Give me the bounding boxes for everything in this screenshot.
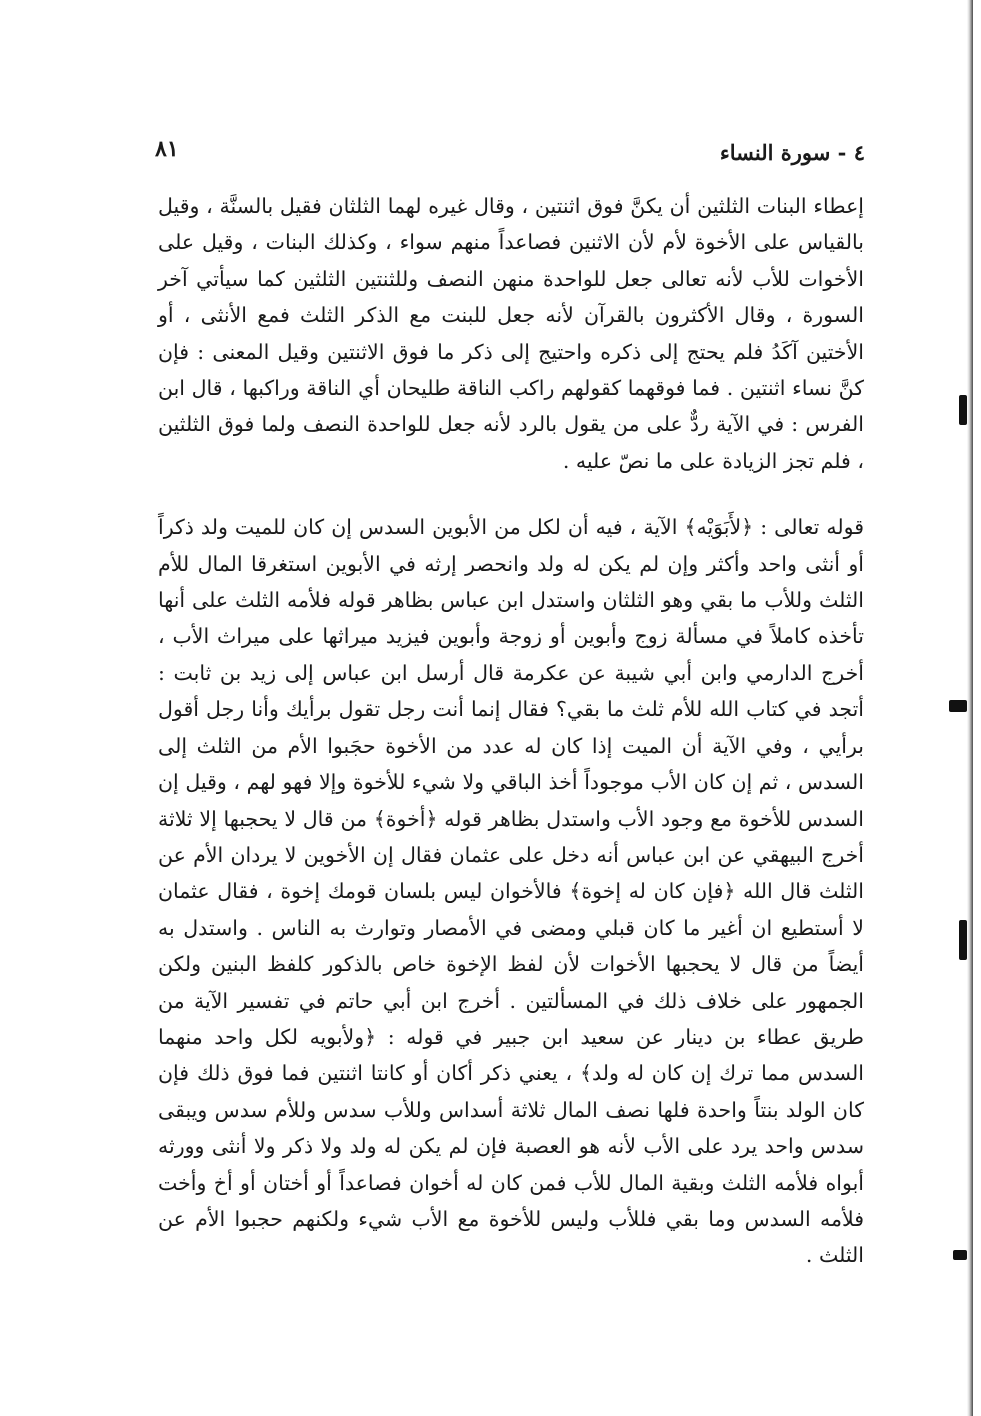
- scan-mark: [959, 920, 967, 960]
- body-text: [158, 188, 864, 1274]
- page-number: ٨١: [155, 136, 179, 162]
- page-header: [155, 136, 865, 180]
- scan-binding-edge: [967, 0, 973, 1416]
- chapter-title: ٤ - سورة النساء: [719, 140, 865, 165]
- paragraph: قوله تعالى : ﴿لأَبَوَيْه﴾ الآية ، فيه أن لكل من الأبوين السدس إن كان للميت ولد ذكراً أو أنثى واحد وأكثر وإن لم يكن له ولد وانحصر إرثه في الأبوين استغرقا المال للأم الثلث وللأب ما بقي وهو الثلثان واستدل ابن عباس بظاهر قوله فلأمه الثلث على أنها تأخذه كاملاً في مسألة زوج وأبوين أو زوجة وأبوين فيزيد ميراثها على ميراث الأب ، أخرج الدارمي وابن أبي شيبة عن عكرمة قال أرسل ابن عباس إلى زيد بن ثابت : أتجد في كتاب الله للأم ثلث ما بقي؟ فقال إنما أنت رجل تقول برأيك وأنا رجل أقول برأيي ، وفي الآية أن الميت إذا كان له عدد من الأخوة حجَبوا الأم من الثلث إلى السدس ، ثم إن كان الأب موجوداً أخذ الباقي ولا شيء للأخوة وإلا فهو لهم ، وقيل إن السدس للأخوة مع وجود الأب واستدل بظاهر قوله ﴿أخوة﴾ من قال لا يحجبها إلا ثلاثة أخرج البيهقي عن ابن عباس أنه دخل على عثمان فقال إن الأخوين لا يردان الأم عن الثلث قال الله ﴿فإن كان له إخوة﴾ فالأخوان ليس بلسان قومك إخوة ، فقال عثمان لا أستطيع ان أغير ما كان قبلي ومضى في الأمصار وتوارث به الناس . واستدل به أيضاً من قال لا يحجبها الأخوات لأن لفظ الإخوة خاص بالذكور كلفظ البنين ولكن الجمهور على خلاف ذلك في المسألتين . أخرج ابن أبي حاتم في تفسير الآية من طريق عطاء بن دينار عن سعيد ابن جبير في قوله : ﴿ولأبويه لكل واحد منهما السدس مما ترك إن كان له ولد﴾ ، يعني ذكر أكان أو كانتا اثنتين فما فوق ذلك فإن كان الولد بنتاً واحدة فلها نصف المال ثلاثة أسداس وللأب سدس وللأم سدس ويبقى سدس واحد يرد على الأب لأنه هو العصبة فإن لم يكن له ولد ولا ذكر ولا أنثى وورثه أبواه فلأمه الثلث وبقية المال للأب فمن كان له أخوان فصاعداً أو أختان أو أخ وأخت فلأمه السدس وما بقي فللأب وليس للأخوة مع الأب شيء ولكنهم حجبوا الأم عن الثلث .: [158, 515, 864, 1268]
- scan-mark: [959, 395, 967, 425]
- scan-mark: [953, 1250, 967, 1260]
- scan-mark: [949, 700, 967, 712]
- paragraph: إعطاء البنات الثلثين أن يكنَّ فوق اثنتين ، وقال غيره لهما الثلثان فقيل بالسنَّة ، وقيل بالقياس على الأخوة لأم لأن الاثنين فصاعداً منهم سواء ، وكذلك البنات ، وقيل على الأخوات للأب لأنه تعالى جعل للواحدة منهن النصف وللثنتين الثلثين كما سيأتي آخر السورة ، وقال الأكثرون بالقرآن لأنه جعل للبنت مع الذكر الثلث فمع الأنثى ، أو الأختين آكَدُ فلم يحتج إلى ذكره واحتيج إلى ذكر ما فوق الاثنتين وقيل المعنى : فإن كنَّ نساء اثنتين . فما فوقهما كقولهم راكب الناقة طليحان أي الناقة وراكبها ، قال ابن الفرس : في الآية ردٌّ على من يقول بالرد لأنه جعل للواحدة النصف ولما فوق الثلثين ، فلم تجز الزيادة على ما نصّ عليه .: [158, 194, 864, 473]
